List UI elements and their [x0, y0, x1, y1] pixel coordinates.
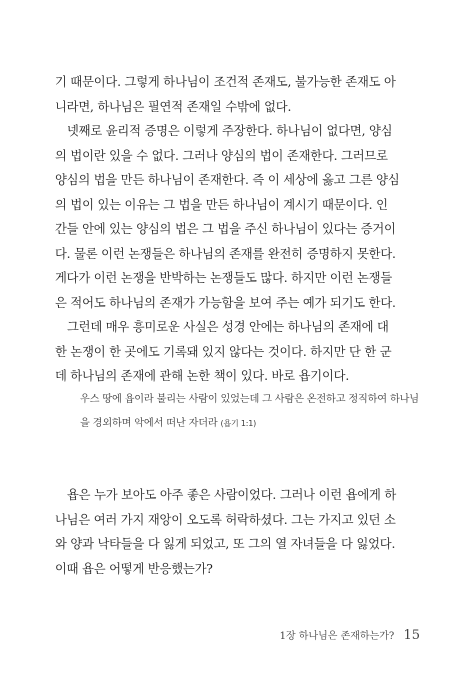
text-line: 한 논쟁이 한 곳에도 기록돼 있지 않다는 것이다. 하지만 단 한 군 [55, 344, 392, 359]
text-line: 와 양과 낙타들을 다 잃게 되었고, 또 그의 열 자녀들을 다 잃었다. [55, 537, 396, 551]
text-line: 이때 욥은 어떻게 반응했는가? [55, 561, 213, 576]
page-number: 15 [403, 628, 420, 643]
quote-text: 을 경외하며 악에서 떠난 자더라 [80, 418, 218, 429]
text-line: 기 때문이다. 그렇게 하나님이 조건적 존재도, 불가능한 존재도 아 [55, 75, 396, 89]
text-line: 게다가 이런 논쟁을 반박하는 논쟁들도 많다. 하지만 이런 논쟁들 [55, 271, 393, 285]
text-line: 의 법이란 있을 수 없다. 그러나 양심의 법이 존재한다. 그러므로 [55, 148, 388, 163]
text-line: 욥은 누가 보아도 아주 좋은 사람이었다. 그러나 이런 욥에게 하 [67, 488, 397, 502]
paragraph-1 [55, 70, 417, 119]
text-line: 그런데 매우 흥미로운 사실은 성경 안에는 하나님의 존재에 대 [67, 320, 389, 334]
text-line: 다. 물론 이런 논쟁들은 하나님의 존재를 완전히 증명하지 못한다. [55, 246, 396, 261]
quote-line: 우스 땅에 욥이라 불리는 사람이 있었는데 그 사람은 온전하고 정직하여 하나님 [80, 394, 419, 405]
paragraph-3 [55, 315, 417, 389]
text-line: 은 적어도 하나님의 존재가 가능함을 보여 주는 예가 되기도 한다. [55, 295, 396, 310]
page-footer [230, 627, 420, 643]
chapter-title: 1장 하나님은 존재하는가? [279, 631, 395, 642]
text-line: 데 하나님의 존재에 관해 논한 책이 있다. 바로 욥기이다. [55, 369, 350, 383]
paragraph-2 [55, 119, 417, 315]
text-line: 넷째로 윤리적 증명은 이렇게 주장한다. 하나님이 없다면, 양심 [67, 124, 393, 138]
text-line: 니라면, 하나님은 필연적 존재일 수밖에 없다. [55, 99, 292, 114]
text-line: 나님은 여러 가지 재앙이 오도록 허락하셨다. 그는 가지고 있던 소 [55, 512, 396, 527]
quote-line [80, 412, 420, 436]
paragraph-4 [55, 483, 417, 581]
scripture-quote [80, 388, 420, 436]
text-line: 양심의 법을 만든 하나님이 존재한다. 즉 이 세상에 옳고 그른 양심 [55, 173, 400, 187]
text-line: 의 법이 있는 이유는 그 법을 만든 하나님이 계시기 때문이다. 인 [55, 197, 388, 212]
text-line: 간들 안에 있는 양심의 법은 그 법을 주신 하나님이 있다는 증거이 [55, 222, 396, 236]
quote-citation: (욥기 1:1) [220, 419, 257, 428]
